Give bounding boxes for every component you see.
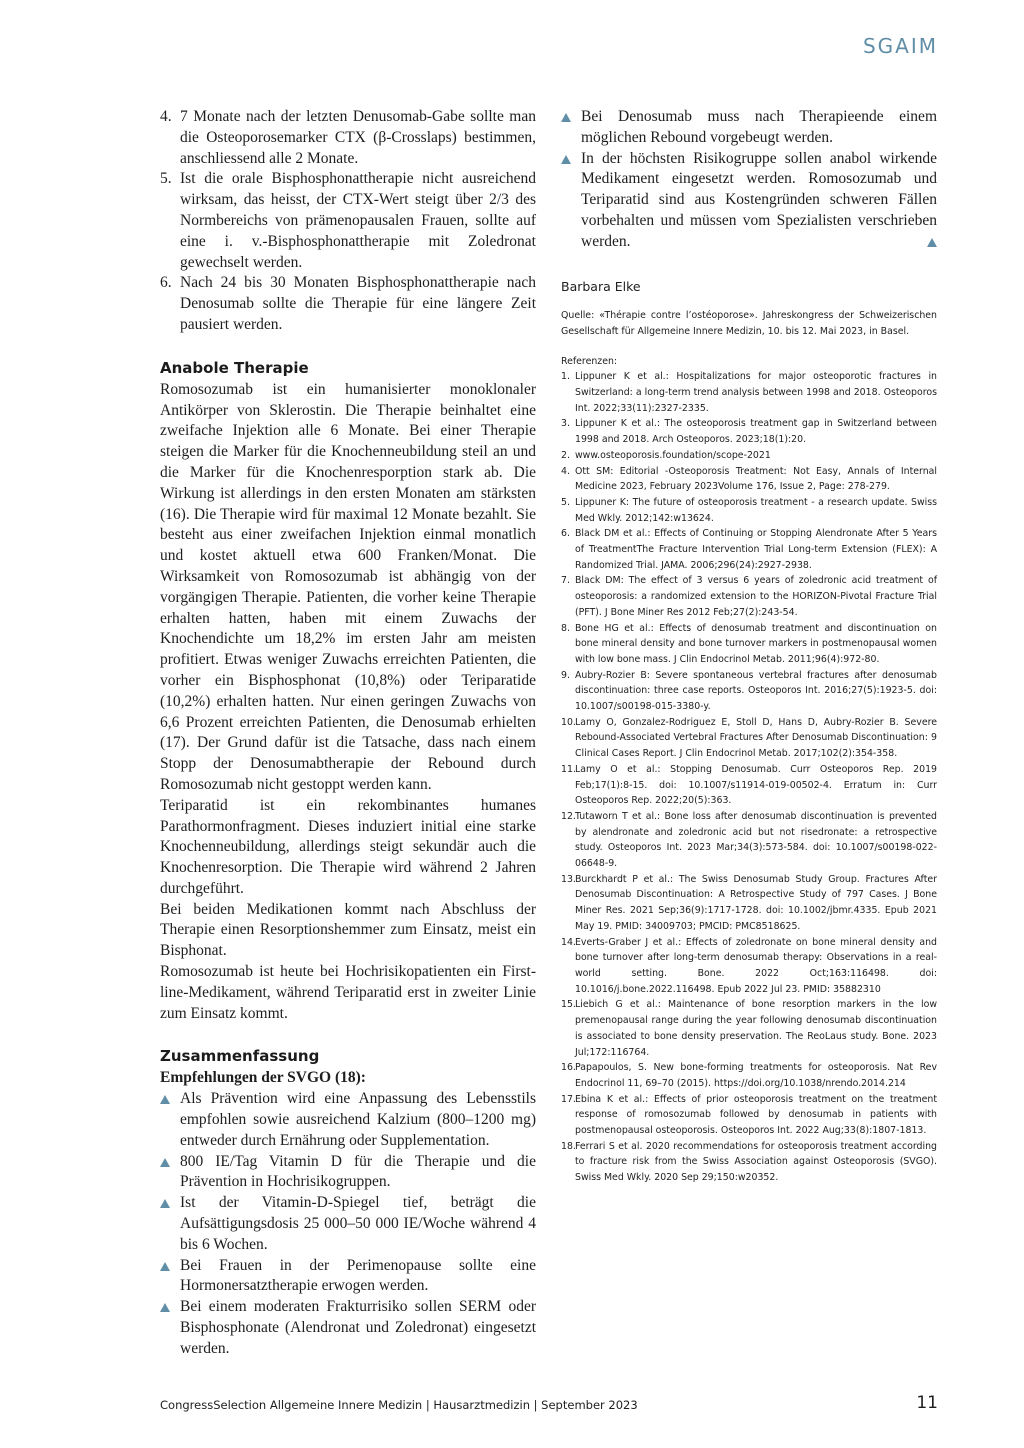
reference-number: 10.	[561, 716, 576, 728]
reference-text: Lamy O, Gonzalez-Rodriguez E, Stoll D, Hans D, Aubry-Rozier B. Severe Rebound-Associated Vertebral Fractures After Denosumab Discontinuation: 9 Clinical Cases Report. J Clin Endocrinol Metab. 2017;102(2):354-358.	[575, 716, 937, 760]
list-item	[160, 107, 536, 169]
list-text: 7 Monate nach der letzten Denusomab-Gabe sollte man die Osteoporosemarker CTX (β-Crosslaps) bestimmen, anschliessend alle 2 Monate.	[180, 108, 536, 167]
reference-text: Ebina K et al.: Effects of prior osteoporosis treatment on the treatment response of romosozumab followed by denosumab in patients with postmenopausal osteoporosis. Osteoporos Int. 2022 Aug;33(8):1807-1813.	[575, 1093, 937, 1137]
reference-text: Black DM: The effect of 3 versus 6 years of zoledronic acid treatment of osteoporosis: a randomized extension to the HORIZON-Pivotal Fracture Trial (PFT). J Bone Miner Res 2012 Feb;27(2):243-54.	[575, 575, 937, 618]
reference-text: Liebich G et al.: Maintenance of bone resorption markers in the low premenopausal range during the year following denosumab discontinuation is associated to bone density preservation. The ReoLaus study. Bone. 2023 Jul;172:116764.	[575, 999, 937, 1058]
right-column	[561, 107, 937, 1186]
triangle-bullet-icon	[160, 1095, 170, 1104]
reference-text: Aubry-Rozier B: Severe spontaneous vertebral fractures after denosumab discontinuation: three case reports. Osteoporos Int. 2016;27(5):1923-5. doi: 10.1007/s00198-015-3380-y.	[575, 669, 937, 713]
reference-item	[561, 997, 937, 1060]
triangle-bullet-icon	[561, 113, 571, 122]
references-list	[561, 369, 937, 1186]
reference-item	[561, 448, 937, 464]
section-heading-summary: Zusammenfassung	[160, 1047, 320, 1066]
reference-number: 17.	[561, 1093, 576, 1105]
reference-number: 13.	[561, 873, 576, 885]
reference-text: Lippuner K et al.: Hospitalizations for major osteoporotic fractures in Switzerland: a long-term trend analysis between 1998 and 2018. Osteoporos Int. 2022;33(11):2327-2335.	[575, 371, 937, 414]
reference-item	[561, 573, 937, 620]
list-item	[160, 169, 536, 273]
paragraph: Bei beiden Medikationen kommt nach Abschluss der Therapie einen Resorptionshemmer zum Einsatz, meist ein Bisphonat.	[160, 900, 536, 960]
reference-number: 4.	[561, 465, 570, 477]
recommendation-list	[160, 107, 536, 336]
reference-number: 6.	[561, 528, 570, 540]
list-item	[160, 273, 536, 335]
bullet-text: Bei einem moderaten Frakturrisiko sollen SERM oder Bisphosphonate (Alendronat und Zoledronat) eingesetzt werden.	[180, 1298, 536, 1357]
triangle-bullet-icon	[160, 1303, 170, 1312]
bullet-text: Bei Frauen in der Perimenopause sollte eine Hormonersatztherapie erwogen werden.	[180, 1256, 536, 1295]
summary-bullets	[160, 1089, 536, 1359]
reference-item	[561, 762, 937, 809]
reference-number: 15.	[561, 999, 576, 1011]
reference-text: Black DM et al.: Effects of Continuing or Stopping Alendronate After 5 Years of TreatmentThe Fracture Intervention Trial Long-term Extension (FLEX): A Randomized Trial. JAMA. 2006;296(24):2927-2938.	[575, 528, 937, 571]
reference-number: 18.	[561, 1140, 576, 1152]
triangle-bullet-icon	[561, 155, 571, 164]
reference-text: Bone HG et al.: Effects of denosumab treatment and discontinuation on bone mineral density and bone turnover markers in postmenopausal women with low bone mass. J Clin Endocrinol Metab. 2011;96(4):972-80.	[575, 622, 937, 665]
reference-item	[561, 1060, 937, 1091]
left-column	[160, 107, 536, 1360]
reference-item	[561, 369, 937, 416]
bullet-text: Bei Denosumab muss nach Therapieende einem möglichen Rebound vorgebeugt werden.	[581, 108, 937, 146]
references-heading: Referenzen:	[561, 355, 618, 367]
reference-number: 8.	[561, 622, 570, 634]
reference-text: Ott SM: Editorial -Osteoporosis Treatment: Not Easy, Annals of Internal Medicine 2023, February 2023Volume 176, Issue 2, Page: 278-279.	[575, 465, 937, 493]
reference-text: Ferrari S et al. 2020 recommendations for osteoporosis treatment according to fracture risk from the Swiss Association against Osteoporosis (SVGO). Swiss Med Wkly. 2020 Sep 29;150:w20352.	[575, 1140, 937, 1184]
page-number: 11	[916, 1393, 938, 1413]
reference-item	[561, 526, 937, 573]
reference-text: Lamy O et al.: Stopping Denosumab. Curr Osteoporos Rep. 2019 Feb;17(1):8-15. doi: 10.1007/s11914-019-00502-4. Erratum in: Curr Osteoporos Rep. 2022;20(5):363.	[575, 763, 937, 807]
end-of-article-icon	[927, 238, 937, 247]
bullet-text: Als Prävention wird eine Anpassung des Lebensstils empfohlen sowie ausreichend Kalzium (800–1200 mg) entweder durch Ernährung oder Supplementation.	[180, 1090, 536, 1149]
reference-number: 14.	[561, 936, 576, 948]
reference-item	[561, 416, 937, 447]
footer-publication: CongressSelection Allgemeine Innere Medizin | Hausarztmedizin | September 2023	[160, 1398, 638, 1412]
reference-item	[561, 1139, 937, 1186]
reference-item	[561, 495, 937, 526]
bullet-item	[160, 1297, 536, 1359]
bullet-text: In der höchsten Risikogruppe sollen anabol wirkende Medikament eingesetzt werden. Romosozumab und Teriparatid sind aus Kostengründen schweren Fällen vorbehalten und müssen vom Spezialisten verschrieben werden.	[581, 149, 937, 250]
paragraph: Romosozumab ist ein humanisierter monoklonaler Antikörper von Sklerostin. Die Therapie beinhaltet eine zweifache Injektion alle 6 Monate. Bei einer Therapie steigen die Marker für die Knochenneubildung steil an und die Marker für die Knochenresporption stark ab. Die Wirkung ist allerdings in den ersten Monaten am stärksten (16). Die Therapie wird für maximal 12 Monate bezahlt. Sie besteht aus einer zweifachen Injektion einmal monatlich und kostet aktuell etwa 600 Franken/Monat. Die Wirksamkeit von Romosozumab ist abhängig von der vorgängigen Therapie. Patienten, die vorher keine Therapie erhalten hatten, haben mit einem Zuwachs der Knochendichte um 18,2% im ersten Jahr am meisten profitiert. Etwas weniger Zuwachs erreichten Patienten, die vorher ein Bisphosphonat (10,8%) oder Teriparatide (10,2%) erhalten hatten. Nur einen geringen Zuwachs von 6,6 Prozent erreichten Patienten, die Denosumab erhielten (17). Der Grund dafür ist die Tatsache, dass nach einem Stopp der Denosumabtherapie der Rebound durch Romosozumab nicht gestoppt werden kann.	[160, 380, 536, 793]
reference-text: Lippuner K et al.: The osteoporosis treatment gap in Switzerland between 1998 and 2018. Arch Osteoporos. 2023;18(1):20.	[575, 418, 937, 446]
journal-brand: SGAIM	[862, 34, 938, 58]
bullet-item	[160, 1193, 536, 1255]
list-number: 4.	[160, 108, 172, 125]
list-text: Ist die orale Bisphosphonattherapie nicht ausreichend wirksam, das heisst, der CTX-Wert steigt über 2/3 des Normbereichs von prämenopausalen Frauen, sollte auf eine i. v.-Bisphosphonattherapie mit Zoledronat gewechselt werden.	[180, 170, 536, 271]
summary-bullets-continued	[561, 107, 937, 253]
reference-item	[561, 809, 937, 872]
bullet-item	[160, 1089, 536, 1151]
reference-number: 11.	[561, 763, 576, 775]
reference-item	[561, 872, 937, 935]
bullet-item	[561, 107, 937, 149]
reference-number: 2.	[561, 449, 570, 461]
reference-text: Burckhardt P et al.: The Swiss Denosumab Study Group. Fractures After Denosumab Discontinuation: A Retrospective Study of 797 Cases. J Bone Miner Res. 2021 Sep;36(9):1717-1728. doi: 10.1002/jbmr.4335. Epub 2021 May 19. PMID: 34009703; PMCID: PMC8518625.	[575, 873, 937, 932]
reference-number: 9.	[561, 669, 570, 681]
reference-item	[561, 668, 937, 715]
paragraph: Teriparatid ist ein rekombinantes humanes Parathormonfragment. Dieses induziert initial eine starke Knochenneubildung, allerdings steigt sekundär auch die Knochenresorption. Die Therapie wird während 2 Jahren durchgeführt.	[160, 796, 536, 897]
bullet-text: Ist der Vitamin-D-Spiegel tief, beträgt die Aufsättigungsdosis 25 000–50 000 IE/Woche während 4 bis 6 Wochen.	[180, 1194, 536, 1253]
anabole-body	[160, 380, 536, 1025]
reference-text: Tutaworn T et al.: Bone loss after denosumab discontinuation is prevented by alendronate and zoledronic acid but not risedronate: a retrospective study. Osteoporos Int. 2023 Mar;34(3):573-584. doi: 10.1007/s00198-022-06648-9.	[575, 810, 937, 870]
triangle-bullet-icon	[160, 1262, 170, 1271]
reference-item	[561, 621, 937, 668]
reference-item	[561, 1092, 937, 1139]
reference-text: www.osteoporosis.foundation/scope-2021	[575, 449, 771, 461]
triangle-bullet-icon	[160, 1158, 170, 1167]
bullet-item	[160, 1256, 536, 1298]
bullet-text: 800 IE/Tag Vitamin D für die Therapie und die Prävention in Hochrisikogruppen.	[180, 1152, 536, 1191]
section-heading-anabole: Anabole Therapie	[160, 358, 309, 377]
triangle-bullet-icon	[160, 1199, 170, 1208]
reference-number: 16.	[561, 1062, 576, 1074]
reference-number: 1.	[561, 371, 570, 383]
reference-number: 12.	[561, 810, 576, 822]
reference-number: 5.	[561, 496, 570, 508]
reference-number: 7.	[561, 575, 570, 587]
list-number: 5.	[160, 170, 172, 188]
reference-text: Everts-Graber J et al.: Effects of zoledronate on bone mineral density and bone turnover after long-term denosumab therapy: Observations in a real-world setting. Bone. 2022 Oct;163:116498. doi: 10.1016/j.bone.2022.116498. Epub 2022 Jul 23. PMID: 35882310	[575, 936, 937, 995]
reference-item	[561, 715, 937, 762]
list-text: Nach 24 bis 30 Monaten Bisphosphonattherapie nach Denosumab sollte die Therapie für eine längere Zeit pausiert werden.	[180, 274, 536, 333]
reference-text: Lippuner K: The future of osteoporosis treatment - a research update. Swiss Med Wkly. 2012;142:w13624.	[575, 496, 937, 524]
bullet-item	[160, 1152, 536, 1194]
author-name: Barbara Elke	[561, 278, 641, 294]
reference-text: Papapoulos, S. New bone-forming treatments for osteoporosis. Nat Rev Endocrinol 11, 69–70 (2015). https://doi.org/10.1038/nrendo.2014.214	[575, 1062, 937, 1089]
bullet-item	[561, 149, 937, 253]
source-note: Quelle: «Thérapie contre l’ostéoporose». Jahreskongress der Schweizerischen Gesellschaft für Allgemeine Innere Medizin, 10. bis 12. Mai 2023, in Basel.	[561, 309, 937, 337]
reference-number: 3.	[561, 418, 570, 430]
summary-subheading: Empfehlungen der SVGO (18):	[160, 1069, 366, 1087]
list-number: 6.	[160, 274, 172, 292]
reference-item	[561, 935, 937, 998]
reference-item	[561, 464, 937, 495]
paragraph: Romosozumab ist heute bei Hochrisikopatienten ein First-line-Medikament, während Teriparatid erst in zweiter Linie zum Einsatz kommt.	[160, 963, 536, 1022]
